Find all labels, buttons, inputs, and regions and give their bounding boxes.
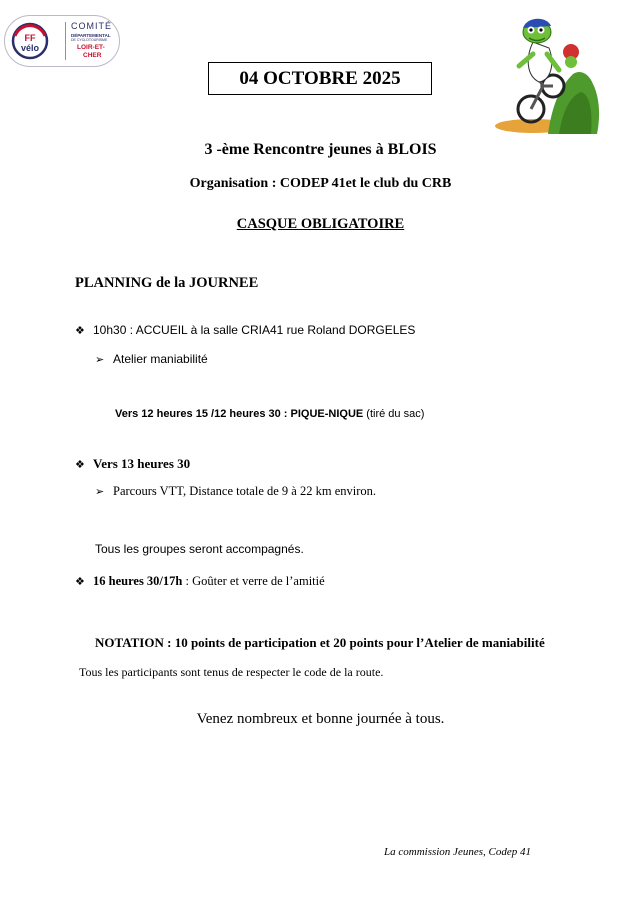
schedule-item-time: 16 heures 30/17h [93,574,183,588]
svg-text:FF: FF [24,33,36,43]
diamond-bullet-icon: ❖ [75,325,85,337]
svg-text:vélo: vélo [20,43,40,53]
logo-text: DE CYCLOTOURISME [71,38,108,42]
ffvelo-logo [4,15,120,67]
organisation-line: Organisation : CODEP 41et le club du CRB [189,176,452,191]
schedule-subitem [95,352,208,366]
schedule-item [75,456,190,472]
logo-text: LOIR-ET- [77,44,105,51]
signature: La commission Jeunes, Codep 41 [384,846,531,858]
arrow-bullet-icon: ➢ [95,354,105,366]
ffvelo-mark-icon [11,22,49,60]
logo-divider [65,22,66,60]
event-title: 3 -ème Rencontre jeunes à BLOIS [204,141,437,158]
schedule-subitem-text: Parcours VTT, Distance totale de 9 à 22 km environ. [113,484,377,498]
schedule-subitem [95,484,376,499]
planning-heading: PLANNING de la JOURNEE [75,275,259,291]
helmet-notice: CASQUE OBLIGATOIRE [236,216,405,232]
arrow-bullet-icon: ➢ [95,486,105,498]
schedule-item-text: Vers 13 heures 30 [93,456,191,471]
lunch-line [115,408,424,420]
lunch-note-text: (tiré du sac) [363,408,425,420]
schedule-subitem-text: Atelier maniabilité [113,352,208,366]
lunch-time-text: Vers 12 heures 15 /12 heures 30 : PIQUE-NIQUE [115,408,364,420]
schedule-item [75,323,415,337]
logo-text: CHER [83,52,102,59]
schedule-item [75,574,325,589]
schedule-item-text: : Goûter et verre de l’amitié [182,574,325,588]
schedule-item-text: 10h30 : ACCUEIL à la salle CRIA41 rue Roland DORGELES [93,323,416,337]
notation-line: NOTATION : 10 points de participation et 20 points pour l’Atelier de maniabilité [95,635,545,650]
diamond-bullet-icon: ❖ [75,576,85,588]
event-date: 04 OCTOBRE 2025 [208,62,432,95]
groups-note: Tous les groupes seront accompagnés. [95,542,304,556]
diamond-bullet-icon: ❖ [75,459,85,471]
welcome-line: Venez nombreux et bonne journée à tous. [196,711,445,727]
respect-rules-line: Tous les participants sont tenus de respecter le code de la route. [79,665,384,679]
logo-text: DÉPARTEMENTAL [71,33,111,38]
frog-cyclist-mascot-icon [493,14,601,134]
logo-text: COMITÉ [71,21,112,31]
